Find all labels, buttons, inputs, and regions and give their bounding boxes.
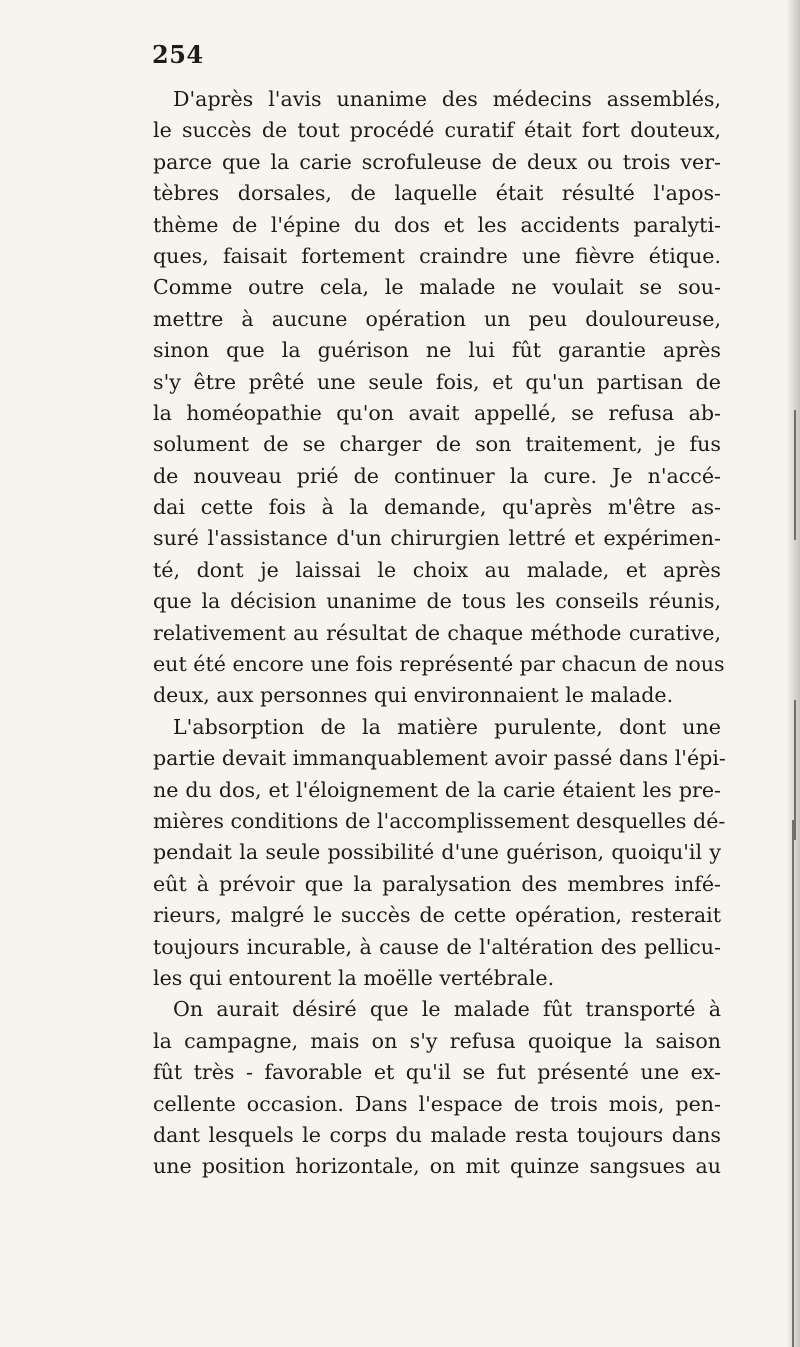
- text-line: Comme outre cela, le malade ne voulait se sou-: [153, 275, 721, 300]
- text-line: dant lesquels le corps du malade resta toujours dans: [153, 1122, 721, 1147]
- text-line: relativement au résultat de chaque méthode curative,: [153, 620, 721, 645]
- page-edge-mark: [794, 410, 796, 540]
- text-line: deux, aux personnes qui environnaient le malade.: [153, 683, 674, 708]
- text-line: té, dont je laissai le choix au malade, et après: [153, 557, 721, 582]
- text-line: une position horizontale, on mit quinze sangsues au: [153, 1154, 721, 1179]
- text-line: L'absorption de la matière purulente, dont une: [173, 714, 721, 739]
- text-line: toujours incurable, à cause de l'altération des pellicu-: [153, 934, 721, 959]
- page-edge-mark: [792, 820, 794, 1347]
- text-line: On aurait désiré que le malade fût transporté à: [173, 997, 721, 1022]
- text-line: les qui entourent la moëlle vertébrale.: [153, 965, 555, 990]
- text-line: la homéopathie qu'on avait appellé, se refusa ab-: [153, 400, 721, 425]
- text-line: mières conditions de l'accomplissement desquelles dé-: [153, 808, 726, 833]
- text-line: parce que la carie scrofuleuse de deux ou trois ver-: [153, 149, 721, 174]
- body-text: [153, 84, 726, 1183]
- text-line: le succès de tout procédé curatif était fort douteux,: [153, 118, 721, 143]
- text-line: sinon que la guérison ne lui fût garantie après: [153, 338, 721, 363]
- text-line: solument de se charger de son traitement, je fus: [153, 432, 721, 457]
- text-line: fût très - favorable et qu'il se fut présenté une ex-: [153, 1060, 721, 1085]
- text-line: cellente occasion. Dans l'espace de trois mois, pen-: [153, 1091, 721, 1116]
- text-line: ques, faisait fortement craindre une fièvre étique.: [153, 243, 721, 268]
- text-line: tèbres dorsales, de laquelle était résulté l'apos-: [153, 181, 721, 206]
- text-line: la campagne, mais on s'y refusa quoique la saison: [153, 1028, 721, 1053]
- text-line: suré l'assistance d'un chirurgien lettré et expérimen-: [153, 526, 721, 551]
- text-line: eût à prévoir que la paralysation des membres infé-: [153, 871, 721, 896]
- text-line: eut été encore une fois représenté par chacun de nous: [153, 652, 725, 677]
- text-line: pendait la seule possibilité d'une guérison, quoiqu'il y: [153, 840, 721, 865]
- text-line: ne du dos, et l'éloignement de la carie étaient les pre-: [153, 777, 721, 802]
- text-line: thème de l'épine du dos et les accidents paralyti-: [153, 212, 721, 237]
- text-line: mettre à aucune opération un peu douloureuse,: [153, 306, 721, 331]
- text-line: partie devait immanquablement avoir passé dans l'épi-: [153, 746, 726, 771]
- page-edge-mark: [794, 700, 796, 840]
- text-line: dai cette fois à la demande, qu'après m'être as-: [153, 495, 721, 520]
- page-number: 254: [152, 40, 204, 69]
- text-line: D'après l'avis unanime des médecins assemblés,: [173, 87, 721, 111]
- text-line: s'y être prêté une seule fois, et qu'un partisan de: [153, 369, 721, 394]
- text-line: que la décision unanime de tous les conseils réunis,: [153, 589, 721, 614]
- text-line: rieurs, malgré le succès de cette opération, resterait: [153, 903, 721, 928]
- text-line: de nouveau prié de continuer la cure. Je n'accé-: [153, 463, 721, 488]
